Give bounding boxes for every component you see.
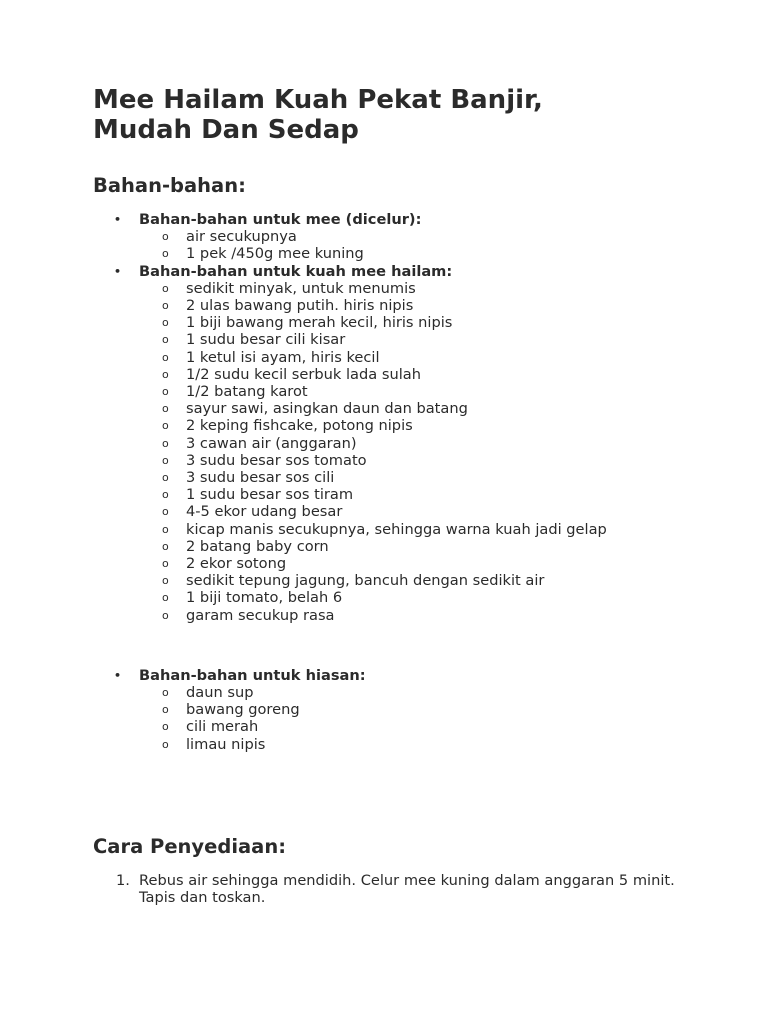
ingredients-heading: Bahan-bahan:	[93, 174, 246, 197]
ingredient-group-mee	[93, 211, 693, 263]
list-item	[93, 736, 693, 753]
sub-bullet-icon: o	[162, 505, 169, 519]
sub-bullet-icon: o	[162, 522, 169, 536]
sub-bullet-icon: o	[162, 281, 169, 295]
ingredient-group-kuah	[93, 263, 693, 624]
item-text: air secukupnya	[186, 228, 297, 246]
item-text: 1 sudu besar cili kisar	[186, 331, 346, 349]
list-item	[93, 435, 693, 452]
group-title	[93, 667, 693, 684]
item-text: garam secukup rasa	[186, 606, 335, 624]
list-item	[93, 538, 693, 555]
ingredient-list	[93, 684, 693, 753]
group-title-text: Bahan-bahan untuk mee (dicelur):	[139, 211, 422, 228]
item-text: bawang goreng	[186, 701, 300, 719]
list-item	[93, 607, 693, 624]
item-text: 3 cawan air (anggaran)	[186, 434, 357, 452]
item-text: 1 biji tomato, belah 6	[186, 589, 343, 607]
sub-bullet-icon: o	[162, 488, 169, 502]
group-title	[93, 263, 693, 280]
sub-bullet-icon: o	[162, 539, 169, 553]
list-item	[93, 684, 693, 701]
list-item	[93, 366, 693, 383]
list-item	[93, 400, 693, 417]
item-text: 2 ulas bawang putih. hiris nipis	[186, 297, 414, 315]
item-text: 1/2 sudu kecil serbuk lada sulah	[186, 365, 421, 383]
item-text: sedikit tepung jagung, bancuh dengan sedikit air	[186, 572, 545, 590]
method-step	[93, 872, 679, 906]
list-item	[93, 718, 693, 735]
ingredient-group-hiasan	[93, 667, 693, 753]
bullet-icon: •	[114, 668, 122, 682]
item-text: 1 biji bawang merah kecil, hiris nipis	[186, 314, 453, 332]
recipe-title-line-2: Mudah Dan Sedap	[93, 115, 359, 145]
ingredient-list	[93, 228, 693, 262]
list-item	[93, 349, 693, 366]
list-item	[93, 521, 693, 538]
sub-bullet-icon: o	[162, 591, 169, 605]
item-text: 2 ekor sotong	[186, 555, 287, 573]
sub-bullet-icon: o	[162, 686, 169, 700]
sub-bullet-icon: o	[162, 333, 169, 347]
item-text: limau nipis	[186, 735, 266, 753]
sub-bullet-icon: o	[162, 737, 169, 751]
sub-bullet-icon: o	[162, 557, 169, 571]
item-text: 1 pek /450g mee kuning	[186, 245, 364, 263]
group-title	[93, 211, 693, 228]
ingredient-groups	[93, 211, 693, 753]
item-text: 2 keping fishcake, potong nipis	[186, 417, 413, 435]
list-item	[93, 452, 693, 469]
sub-bullet-icon: o	[162, 436, 169, 450]
sub-bullet-icon: o	[162, 350, 169, 364]
list-item	[93, 589, 693, 606]
sub-bullet-icon: o	[162, 453, 169, 467]
step-text: Rebus air sehingga mendidih. Celur mee kuning dalam anggaran 5 minit. Tapis dan toskan.	[139, 871, 675, 907]
group-title-text: Bahan-bahan untuk hiasan:	[139, 666, 366, 684]
list-item	[93, 331, 693, 348]
item-text: 1 sudu besar sos tiram	[186, 486, 354, 504]
ingredient-list	[93, 280, 693, 624]
sub-bullet-icon: o	[162, 299, 169, 313]
recipe-title	[93, 85, 693, 145]
item-text: sayur sawi, asingkan daun dan batang	[186, 400, 468, 418]
item-text: 2 batang baby corn	[186, 537, 329, 555]
item-text: kicap manis secukupnya, sehingga warna kuah jadi gelap	[186, 520, 607, 538]
sub-bullet-icon: o	[162, 402, 169, 416]
step-number: 1.	[116, 871, 130, 889]
item-text: 1/2 batang karot	[186, 383, 308, 401]
list-item	[93, 280, 693, 297]
document-page	[93, 85, 693, 906]
sub-bullet-icon: o	[162, 574, 169, 588]
sub-bullet-icon: o	[162, 247, 169, 261]
sub-bullet-icon: o	[162, 419, 169, 433]
item-text: 1 ketul isi ayam, hiris kecil	[186, 348, 380, 366]
group-title-text: Bahan-bahan untuk kuah mee hailam:	[139, 262, 453, 280]
list-item	[93, 245, 693, 262]
list-item	[93, 555, 693, 572]
bullet-icon: •	[114, 264, 122, 278]
sub-bullet-icon: o	[162, 720, 169, 734]
list-item	[93, 572, 693, 589]
method-steps	[93, 872, 693, 906]
sub-bullet-icon: o	[162, 230, 169, 244]
bullet-icon: •	[114, 213, 122, 226]
item-text: cili merah	[186, 718, 259, 736]
list-item	[93, 503, 693, 520]
list-item	[93, 297, 693, 314]
list-item	[93, 383, 693, 400]
sub-bullet-icon: o	[162, 471, 169, 485]
sub-bullet-icon: o	[162, 608, 169, 622]
sub-bullet-icon: o	[162, 316, 169, 330]
list-item	[93, 701, 693, 718]
method-heading: Cara Penyediaan:	[93, 834, 287, 858]
item-text: sedikit minyak, untuk menumis	[186, 279, 416, 297]
list-item	[93, 469, 693, 486]
recipe-title-line-1: Mee Hailam Kuah Pekat Banjir,	[93, 85, 543, 115]
list-item	[93, 417, 693, 434]
list-item	[93, 314, 693, 331]
sub-bullet-icon: o	[162, 703, 169, 717]
item-text: 3 sudu besar sos tomato	[186, 451, 367, 469]
sub-bullet-icon: o	[162, 367, 169, 381]
item-text: 3 sudu besar sos cili	[186, 469, 335, 487]
list-item	[93, 228, 693, 245]
sub-bullet-icon: o	[162, 385, 169, 399]
item-text: 4-5 ekor udang besar	[186, 503, 343, 521]
item-text: daun sup	[186, 684, 254, 702]
list-item	[93, 486, 693, 503]
